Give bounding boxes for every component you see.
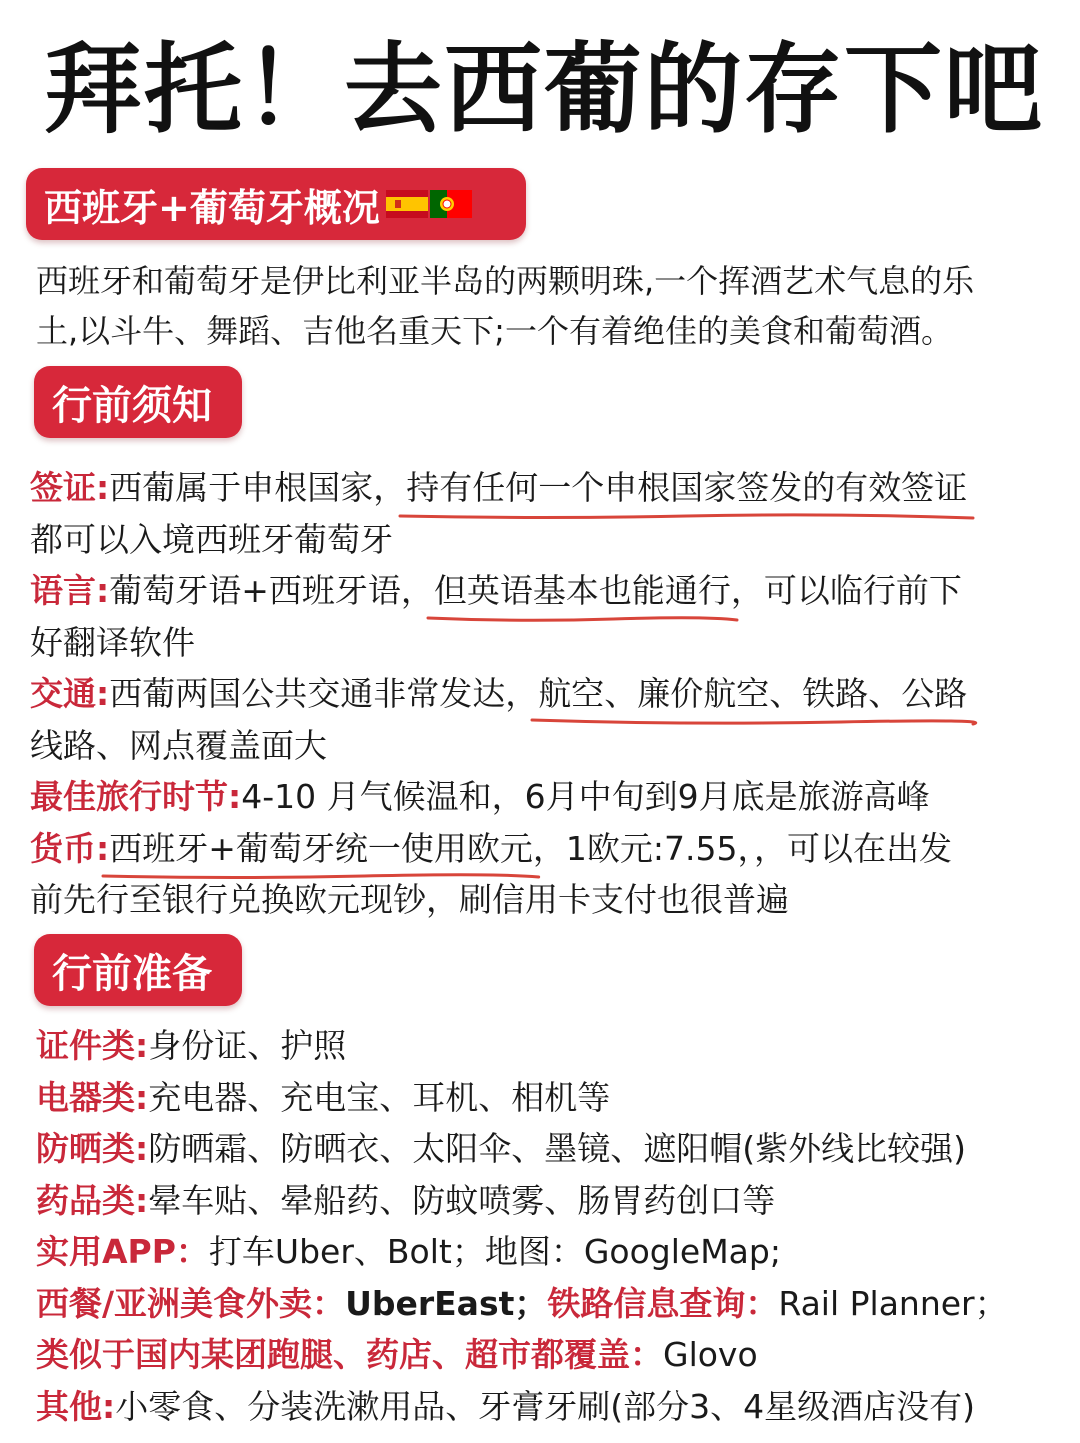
tip-season: [30, 771, 1070, 823]
prep-label: 证件类:: [36, 1026, 149, 1065]
spain-flag-icon: [386, 190, 428, 218]
prep-label: 类似于国内某团跑腿、药店、超市都覆盖：: [36, 1335, 663, 1374]
prep-row: [36, 1175, 1076, 1227]
portugal-flag-icon: [430, 190, 472, 218]
prep-row: [36, 1381, 1076, 1433]
prep-label: 西餐/亚洲美食外卖：: [36, 1283, 346, 1323]
prep-text: 打车Uber、Bolt；地图：GoogleMap;: [208, 1232, 781, 1271]
highlighted-text: [109, 823, 533, 875]
prep-row: [36, 1278, 1076, 1330]
tip-label: 货币:: [30, 828, 110, 868]
prep-text: Rail Planner；: [778, 1283, 1008, 1323]
prep-row: [36, 1123, 1076, 1175]
prep-text: 充电器、充电宝、耳机、相机等: [148, 1077, 611, 1117]
tip-visa: [30, 462, 1070, 565]
tip-text-underlined: 持有任何一个申根国家签发的有效签证: [406, 468, 968, 507]
overview-intro: [36, 256, 1076, 356]
tip-text-underlined: 航空、廉价航空、铁路、公路: [538, 674, 968, 713]
prep-label: 药品类:: [36, 1180, 149, 1220]
tip-text-line2: 好翻译软件: [30, 622, 195, 662]
prep-text: 小零食、分装洗漱用品、牙膏牙刷(部分3、4星级酒店没有): [115, 1386, 975, 1426]
prep-text: 身份证、护照: [148, 1026, 347, 1065]
tip-text: 西葡属于申根国家，: [109, 468, 407, 507]
prep-row: [36, 1020, 1076, 1072]
tip-text-line2: 线路、网点覆盖面大: [30, 725, 327, 765]
page-title: 拜托！去西葡的存下吧: [44, 33, 1045, 147]
prep-row: [36, 1329, 1076, 1381]
prep-label: 铁路信息查询：: [547, 1283, 779, 1323]
prep-heading: 行前准备: [52, 950, 212, 997]
tip-text: ，1欧元:7.55，，可以在出发: [532, 828, 952, 868]
prep-label: 实用APP：: [36, 1232, 209, 1271]
tips-heading: 行前须知: [52, 382, 212, 429]
intro-line: 土,以斗牛、舞蹈、吉他名重天下;一个有着绝佳的美食和葡萄酒。: [36, 312, 953, 350]
tip-currency: [30, 823, 1070, 926]
tip-label: 语言:: [30, 571, 110, 610]
prep-text: Glovo: [663, 1335, 758, 1374]
highlighted-text: [406, 462, 967, 514]
prep-text: UberEast；: [345, 1283, 548, 1323]
tip-label: 最佳旅行时节:: [30, 777, 242, 816]
highlighted-text: [538, 668, 967, 720]
overview-heading: 西班牙+葡萄牙概况: [44, 185, 380, 230]
tip-text-line2: 前先行至银行兑换欧元现钞，刷信用卡支付也很普遍: [30, 880, 789, 919]
tips-list: [30, 462, 1070, 926]
tips-heading-badge: [34, 366, 242, 438]
tip-transport: [30, 668, 1070, 771]
prep-row: [36, 1072, 1076, 1124]
tip-text-underlined: 但英语基本也能通行: [433, 571, 731, 610]
highlighted-text: [434, 565, 731, 617]
intro-line: 西班牙和葡萄牙是伊比利亚半岛的两颗明珠,一个挥酒艺术气息的乐: [36, 262, 975, 300]
prep-row: [36, 1226, 1076, 1278]
tip-text: ，可以临行前下: [730, 571, 962, 610]
prep-label: 防晒类:: [36, 1129, 149, 1168]
prep-heading-badge: [34, 934, 242, 1006]
prep-text: 防晒霜、防晒衣、太阳伞、墨镜、遮阳帽(紫外线比较强): [148, 1129, 966, 1168]
tip-text-underlined: 西班牙+葡萄牙统一使用欧元: [109, 828, 533, 868]
tip-text: 葡萄牙语+西班牙语，: [109, 571, 434, 610]
tip-text: 西葡两国公共交通非常发达，: [109, 674, 539, 713]
tip-language: [30, 565, 1070, 668]
tip-text-line2: 都可以入境西班牙葡萄牙: [30, 519, 393, 559]
tip-label: 签证:: [30, 468, 110, 507]
prep-label: 其他:: [36, 1386, 116, 1426]
prep-list: [36, 1020, 1076, 1432]
prep-text: 晕车贴、晕船药、防蚊喷雾、肠胃药创口等: [148, 1180, 776, 1220]
tip-label: 交通:: [30, 674, 110, 713]
tip-text: 4-10 月气候温和，6月中旬到9月底是旅游高峰: [241, 777, 930, 816]
overview-heading-badge: [26, 168, 526, 240]
prep-label: 电器类:: [36, 1077, 149, 1117]
flags: [386, 190, 472, 218]
